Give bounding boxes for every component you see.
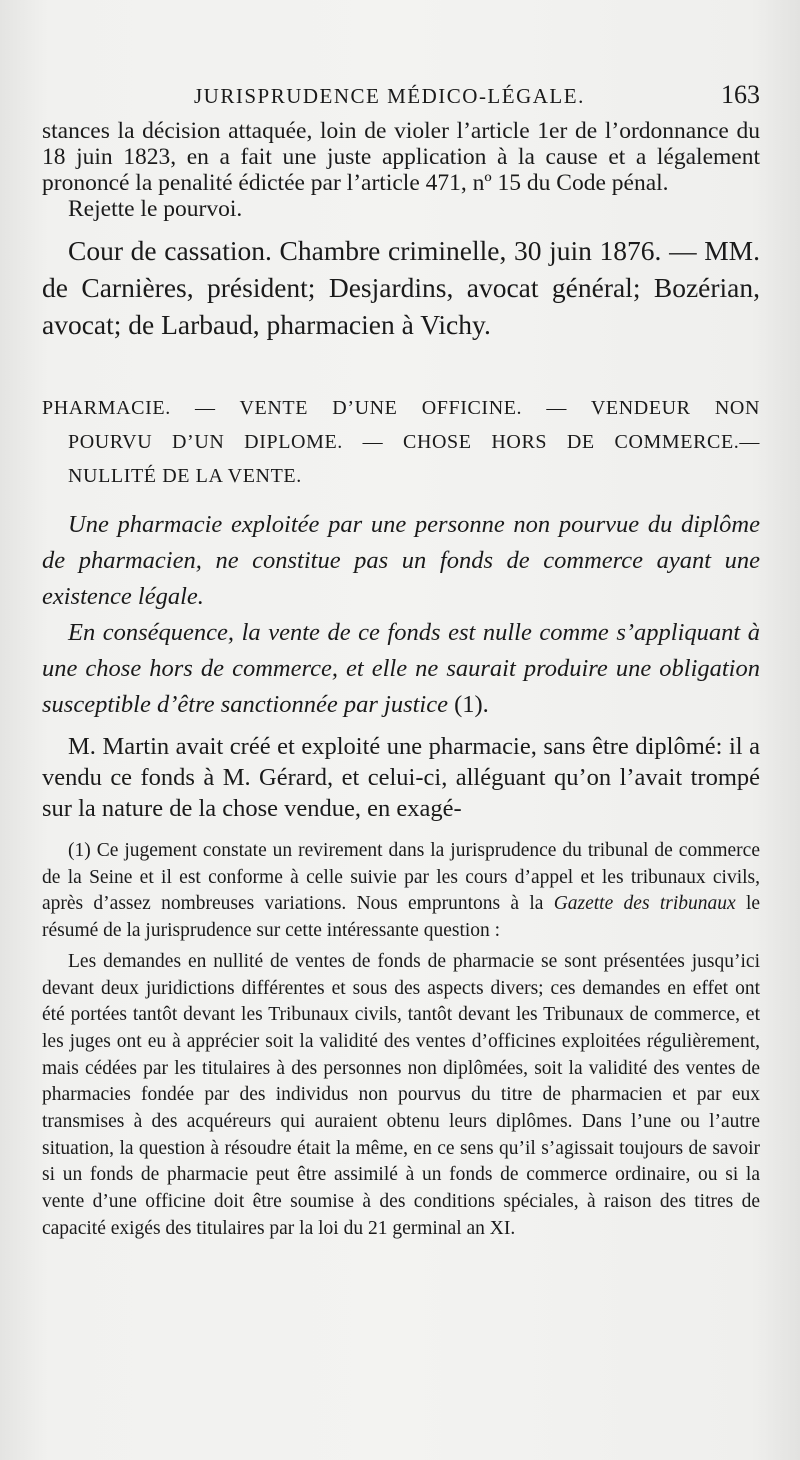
summary-paragraph-1: Une pharmacie exploitée par une personne non pourvue du diplôme de pharmacien, ne constitue pas un fonds de commerce ayant une existence légale. <box>42 511 760 610</box>
case-title-line-1: PHARMACIE. — VENTE D’UNE OFFICINE. — VENDEUR NON <box>42 397 760 419</box>
rejette-line: Rejette le pourvoi. <box>68 196 243 222</box>
carryover-paragraph: stances la décision attaquée, loin de violer l’article 1er de l’ordonnance du 18 juin 1823, en a fait une juste application à la cause et a légalement prononcé la penalité édictée par l’article 471, nº 15 du Code pénal. <box>42 118 760 196</box>
page-header <box>42 78 760 118</box>
footnote-paragraph-1 <box>42 838 760 945</box>
summary-paragraph-2 <box>42 615 760 723</box>
page-number: 163 <box>721 80 760 109</box>
case-title-line-2: POURVU D’UN DIPLOME. — CHOSE HORS DE COMMERCE.— <box>68 431 760 453</box>
footnote-paragraph-2: Les demandes en nullité de ventes de fonds de pharmacie se sont présentées jusqu’ici devant deux juridictions différentes et sous des aspects divers; ces demandes en effet ont été portées tantôt devant les Tribunaux civils, tantôt devant les Tribunaux de commerce, et les juges ont eu à apprécier soit la validité des ventes d’officines exploitées régulièrement, mais cédées par les titulaires à des personnes non diplômées, soit la validité des ventes de pharmacies fondée par des individus non pourvus du titre de pharmacien et par eux transmises à des acquéreurs qui auraient obtenu leurs diplômes. Dans l’une ou l’autre situation, la question à résoudre était la même, en ce sens qu’il s’agissait toujours de savoir si un fonds de pharmacie peut être assimilé à un fonds de commerce ordinaire, ou si la vente d’une officine doit être soumise à des conditions spéciales, à raison des titres de capacité exigés des titulaires par la loi du 21 germinal an XI. <box>42 950 760 1239</box>
court-citation: Cour de cassation. Chambre criminelle, 30 juin 1876. — MM. de Carnières, président; Desjardins, avocat général; Bozérian, avocat; de Larbaud, pharmacien à Vichy. <box>42 235 760 340</box>
case-paragraph: M. Martin avait créé et exploité une pharmacie, sans être diplômé: il a vendu ce fonds à M. Gérard, et celui-ci, alléguant qu’on l’avait trompé sur la nature de la chose vendue, en exagé- <box>42 733 760 822</box>
running-title: JURISPRUDENCE MÉDICO-LÉGALE. <box>194 84 585 108</box>
footnote-reference: (1). <box>447 691 489 718</box>
case-title-line-3: NULLITÉ DE LA VENTE. <box>68 465 302 487</box>
case-title <box>42 391 760 493</box>
footnote-text-b: le résumé de la jurisprudence sur cette intéressante question : <box>42 893 761 942</box>
footnote-text-a: (1) Ce jugement constate un revirement dans la jurisprudence du tribunal de commerce de la Seine et il est conforme à celle suivie par les cours d’appel et les tribunaux civils, après d’assez nombreuses variations. Nous empruntons à la <box>42 840 760 915</box>
page-content <box>42 78 760 1243</box>
footnote-source-title: Gazette des tribunaux <box>553 893 736 915</box>
case-summary <box>42 507 760 723</box>
footnote <box>42 838 760 1243</box>
summary-paragraph-2-text: En conséquence, la vente de ce fonds est nulle comme s’appliquant à une chose hors de commerce, et elle ne saurait produire une obligation susceptible d’être sanctionnée par justice <box>42 619 760 718</box>
